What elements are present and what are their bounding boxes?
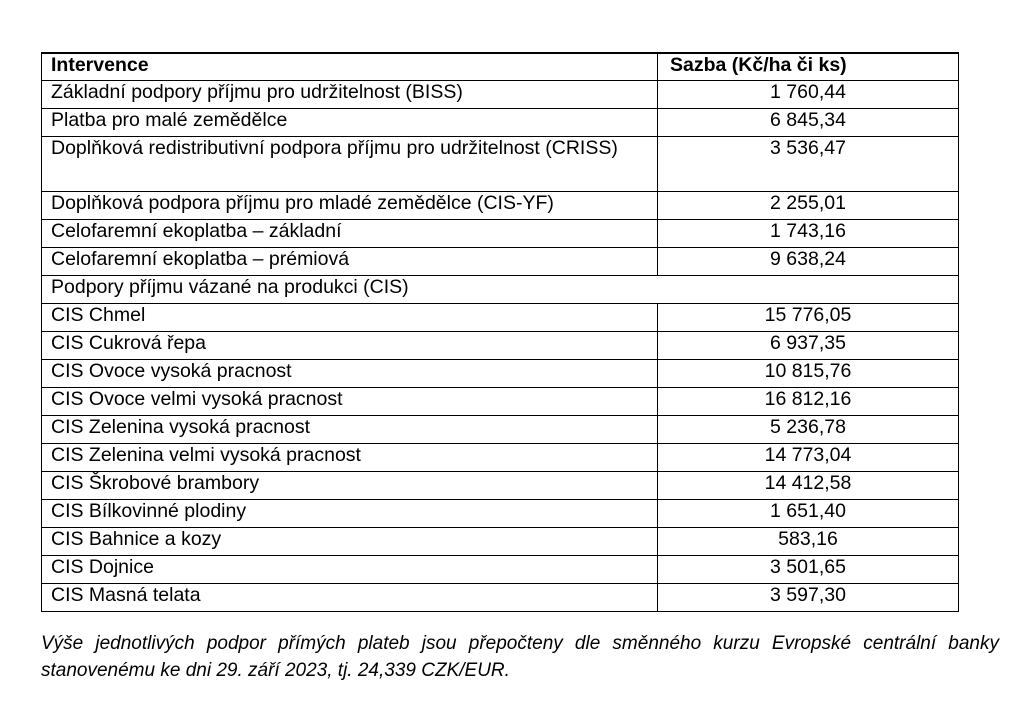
table-row bbox=[42, 220, 959, 248]
intervention-name: CIS Ovoce velmi vysoká pracnost bbox=[42, 388, 658, 416]
table-row bbox=[42, 137, 959, 192]
intervention-name: CIS Bahnice a kozy bbox=[42, 528, 658, 556]
rate-value: 5 236,78 bbox=[658, 416, 959, 444]
table-row bbox=[42, 584, 959, 612]
rate-value: 6 937,35 bbox=[658, 332, 959, 360]
table-row bbox=[42, 248, 959, 276]
table-row bbox=[42, 472, 959, 500]
intervention-name: Základní podpory příjmu pro udržitelnost (BISS) bbox=[42, 81, 658, 109]
table-row bbox=[42, 500, 959, 528]
intervention-name: Celofaremní ekoplatba – prémiová bbox=[42, 248, 658, 276]
header-intervention: Intervence bbox=[42, 53, 658, 81]
table-row bbox=[42, 192, 959, 220]
rate-value: 15 776,05 bbox=[658, 304, 959, 332]
rate-value: 6 845,34 bbox=[658, 109, 959, 137]
table-row bbox=[42, 360, 959, 388]
rate-value: 9 638,24 bbox=[658, 248, 959, 276]
rate-value: 583,16 bbox=[658, 528, 959, 556]
rate-value: 10 815,76 bbox=[658, 360, 959, 388]
rate-value: 1 760,44 bbox=[658, 81, 959, 109]
table-row bbox=[42, 109, 959, 137]
rate-value: 14 412,58 bbox=[658, 472, 959, 500]
subsidy-rates-table bbox=[41, 52, 959, 612]
exchange-rate-footnote: Výše jednotlivých podpor přímých plateb jsou přepočteny dle směnného kurzu Evropské centrální banky stanovenému ke dni 29. září 2023, tj. 24,339 CZK/EUR. bbox=[41, 633, 999, 681]
intervention-name: CIS Bílkovinné plodiny bbox=[42, 500, 658, 528]
table-header-row bbox=[42, 53, 959, 81]
intervention-name: CIS Chmel bbox=[42, 304, 658, 332]
table-row bbox=[42, 388, 959, 416]
rate-value: 3 597,30 bbox=[658, 584, 959, 612]
rate-value: 1 743,16 bbox=[658, 220, 959, 248]
rate-value: 3 501,65 bbox=[658, 556, 959, 584]
rate-value: 2 255,01 bbox=[658, 192, 959, 220]
header-rate: Sazba (Kč/ha či ks) bbox=[658, 53, 959, 81]
section-empty-cell bbox=[658, 276, 959, 304]
intervention-name: CIS Ovoce vysoká pracnost bbox=[42, 360, 658, 388]
rate-value: 3 536,47 bbox=[658, 137, 959, 192]
table-row bbox=[42, 332, 959, 360]
rate-value: 14 773,04 bbox=[658, 444, 959, 472]
table-row bbox=[42, 528, 959, 556]
intervention-name: Platba pro malé zemědělce bbox=[42, 109, 658, 137]
table-row bbox=[42, 81, 959, 109]
intervention-name: CIS Dojnice bbox=[42, 556, 658, 584]
rate-value: 16 812,16 bbox=[658, 388, 959, 416]
section-label: Podpory příjmu vázané na produkci (CIS) bbox=[42, 276, 658, 304]
intervention-name: CIS Zelenina vysoká pracnost bbox=[42, 416, 658, 444]
intervention-name: CIS Cukrová řepa bbox=[42, 332, 658, 360]
intervention-name: Doplňková podpora příjmu pro mladé zemědělce (CIS-YF) bbox=[42, 192, 658, 220]
section-row-cis bbox=[42, 276, 959, 304]
table-row bbox=[42, 556, 959, 584]
intervention-name: CIS Masná telata bbox=[42, 584, 658, 612]
table-row bbox=[42, 304, 959, 332]
table-row bbox=[42, 444, 959, 472]
intervention-name: Doplňková redistributivní podpora příjmu pro udržitelnost (CRISS) bbox=[42, 137, 658, 192]
intervention-name: Celofaremní ekoplatba – základní bbox=[42, 220, 658, 248]
intervention-name: CIS Škrobové brambory bbox=[42, 472, 658, 500]
intervention-name: CIS Zelenina velmi vysoká pracnost bbox=[42, 444, 658, 472]
rate-value: 1 651,40 bbox=[658, 500, 959, 528]
table-row bbox=[42, 416, 959, 444]
